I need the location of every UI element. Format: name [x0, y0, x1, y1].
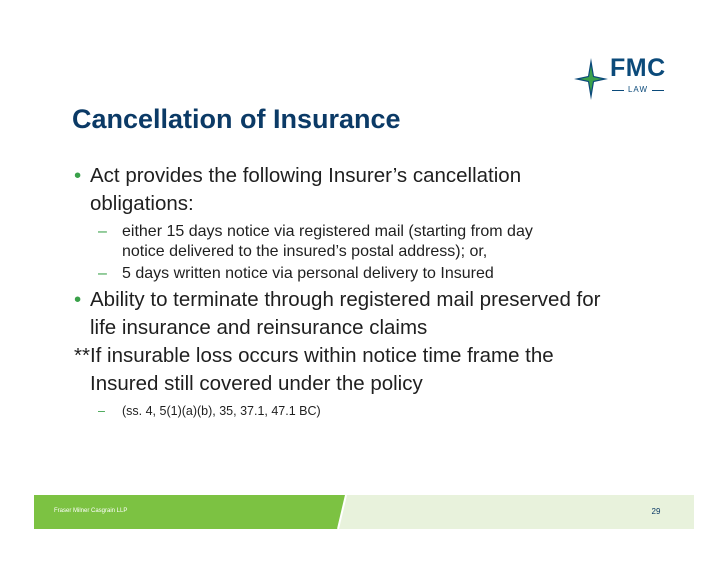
logo-subtitle-wrap: [612, 85, 664, 97]
subbullet-text-line: notice delivered to the insured’s postal address); or,: [122, 243, 488, 260]
logo-rule-right: [652, 90, 664, 91]
footer-firm-name: Fraser Milner Casgrain LLP: [54, 508, 128, 514]
note-text-line: **If insurable loss occurs within notice time frame the: [74, 344, 554, 367]
bullet-icon: •: [74, 164, 82, 187]
bullet-text-line: Ability to terminate through registered mail preserved for: [90, 288, 601, 311]
bullet-act-provides: [74, 162, 674, 218]
bullet-text-line: Act provides the following Insurer’s cancellation: [90, 164, 522, 187]
fmc-logo: [574, 56, 674, 102]
bullet-text-line: life insurance and reinsurance claims: [90, 316, 428, 339]
note-text-line: Insured still covered under the policy: [90, 372, 423, 395]
note-insurable-loss: [74, 342, 674, 398]
bullet-ability-to-terminate: [74, 286, 674, 342]
subbullet-text: 5 days written notice via personal delivery to Insured: [122, 265, 494, 282]
citation: [74, 402, 674, 420]
slide-body: [74, 162, 674, 422]
dash-icon: –: [98, 265, 107, 282]
slide-title: Cancellation of Insurance: [72, 104, 401, 134]
footer-band: [34, 495, 694, 529]
compass-star-icon: [574, 58, 608, 100]
citation-text: (ss. 4, 5(1)(a)(b), 35, 37.1, 47.1 BC): [122, 404, 321, 418]
dash-icon: –: [98, 223, 107, 240]
subbullet-15-days: [74, 222, 674, 262]
page-number: 29: [651, 507, 661, 516]
bullet-icon: •: [74, 288, 82, 311]
footer-shape: [34, 495, 694, 529]
logo-subtitle: LAW: [627, 85, 649, 94]
bullet-text-line: obligations:: [90, 192, 194, 215]
logo-name: FMC: [610, 54, 666, 82]
dash-icon: –: [98, 404, 105, 418]
subbullet-5-days: [74, 264, 674, 284]
subbullet-text-line: either 15 days notice via registered mail (starting from day: [122, 223, 533, 240]
